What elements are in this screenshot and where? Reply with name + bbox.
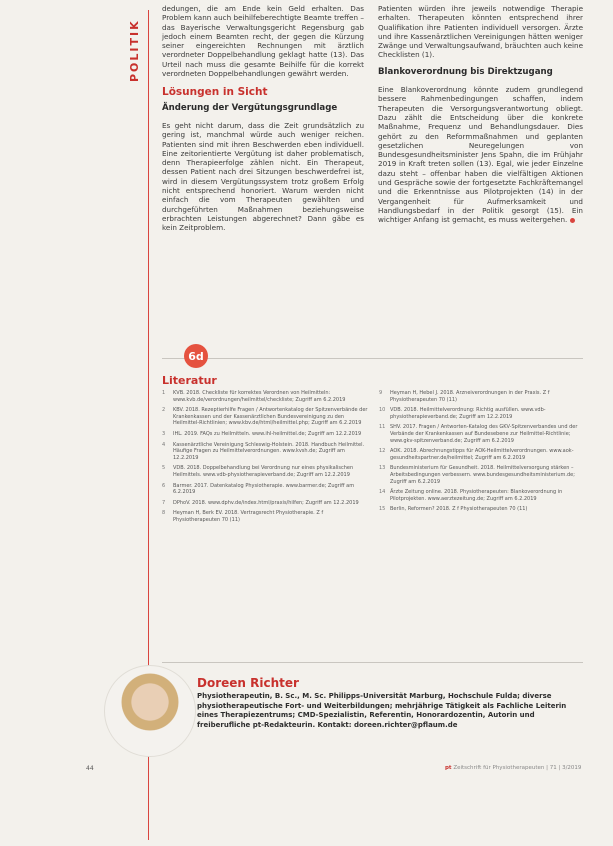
- reference-text: Heyman H, Berk EV. 2018. Vertragsrecht Physiotherapie. Z f Physiotherapeuten 70 (11): [173, 510, 324, 523]
- end-of-article-icon: [570, 218, 575, 223]
- reference-number: 6: [162, 482, 166, 489]
- reference-text: Barmer. 2017. Datenkatalog Physiotherapie. www.barmer.de; Zugriff am 6.2.2019: [173, 482, 355, 496]
- reference-number: 5: [162, 465, 166, 472]
- article-paragraph: Patienten würden ihre jeweils notwendige Therapie erhalten. Therapeuten könnten entsprechend ihrer Qualifikation ihre Patienten individuell versorgen. Ärzte und ihre Kassenärztlichen Vereinigungen hätten weniger Zwänge und Verwaltungsaufwand, bräuchten auch keine Checklisten (1).: [378, 4, 583, 60]
- literature-title: Literatur: [162, 374, 217, 387]
- reference-item: [379, 506, 584, 513]
- reference-text: Ärzte Zeitung online. 2018. Physiotherapeuten: Blankoverordnung in Pilotprojekten. www.aerztezeitung.de; Zugriff am 6.2.2019: [390, 489, 563, 502]
- journal-name: Zeitschrift für Physiotherapeuten | 71 | 3/2019: [453, 765, 582, 771]
- reference-number: 9: [379, 390, 383, 396]
- reference-number: 7: [162, 499, 166, 506]
- reference-number: 15: [379, 506, 386, 513]
- article-paragraph-text: Eine Blankoverordnung könnte zudem grundlegend bessere Rahmenbedingungen schaffen, indem Therapeuten die Versorgungsverantwortung obliegt. Dazu zählt die Entscheidung über die konkrete Maßnahme, Frequenz und Behandlungsdauer. Dies gehört zu den Reformmaßnahmen und geplanten gesetzlichen Neuregelungen von Bundesgesundheitsminister Jens Spahn, die im Frühjahr 2019 in Kraft treten sollen (13). Egal, wie jeder Einzelne dazu steht – offenbar haben die vielfältigen Aktionen und Gespräche sowie der fortgesetzte Fachkräftemangel und die Erkenntnisse aus Pilotprojekten (14) in der Vergangenheit für Aufmerksamkeit und Handlungsbedarf in der Politik gesorgt (15). Ein wichtiger Anfang ist gemacht, es muss weitergehen.: [378, 85, 583, 225]
- article-paragraph: [378, 85, 583, 224]
- reference-text: VDB. 2018. Doppelbehandlung bei Verordnung nur eines physikalischen Heilmittels. www.vdb-physiotherapieverband.de; Zugriff am 12.2.2019: [173, 465, 354, 478]
- reference-text: Heyman H, Hebel J. 2018. Arzneiverordnungen in der Praxis. Z f Physiotherapeuten 70 (11): [390, 390, 550, 403]
- reference-item: [162, 500, 370, 507]
- article-column-left: [162, 4, 364, 239]
- reference-text: Berlin, Reformen? 2018. Z f Physiotherapeuten 70 (11): [390, 506, 528, 513]
- reference-text: Kassenärztliche Vereinigung Schleswig-Holstein. 2018. Handbuch Heilmittel. Häufige Fragen zu Heilmittelverordnungen. www.kvsh.de; Zugriff am 12.2.2019: [173, 441, 365, 461]
- journal-footer: [445, 765, 581, 771]
- reference-item: [379, 448, 584, 461]
- section-heading: Lösungen in Sicht: [162, 86, 268, 99]
- subheading: Blankoverordnung bis Direktzugang: [378, 66, 553, 77]
- reference-text: DPhoV. 2018. www.dphv.de/index.html/praxis/hilfen; Zugriff am 12.2.2019: [173, 499, 359, 506]
- reference-number: 2: [162, 407, 166, 414]
- author-bio: Physiotherapeutin, B. Sc., M. Sc. Philipps-Universität Marburg, Hochschule Fulda; diverse physiotherapeutische Fort- und Weiterbildungen; mehrjährige Tätigkeit als Fachliche Leiterin eines Therapiezentrums; CMD-Spezialistin, Referentin, Honorardozentin, Autorin und freiberufliche pt-Redakteurin. Kontakt: doreen.richter@pflaum.de: [197, 692, 567, 729]
- reference-item: [162, 390, 370, 403]
- reference-number: 13: [379, 465, 386, 472]
- page-number: 44: [86, 765, 94, 772]
- reference-text: KBV. 2018. Rezeptierhilfe Fragen / Antwortenkatalog der Spitzenverbände der Krankenkassen und der Kassenärztlichen Bundesvereinigung zu den Heilmittel-Richtlinien; www.kbv.de/html/heilmittel.php; Zugriff am 6.2.2019: [173, 407, 368, 427]
- reference-list-left: [162, 390, 370, 528]
- reference-text: Bundesministerium für Gesundheit. 2018. Heilmittelversorgung stärken – Arbeitsbedingungen verbessern. www.bundesgesundheitsministerium.de; Zugriff am 6.2.2019: [390, 465, 575, 485]
- reference-number: 11: [379, 424, 386, 431]
- subheading: Änderung der Vergütungsgrundlage: [162, 102, 338, 113]
- reference-item: [162, 431, 370, 438]
- article-paragraph: dedungen, die am Ende kein Geld erhalten. Das Problem kann auch beihilfeberechtigte Beamte treffen – das Bayerische Verwaltungsgericht Regensburg gab jedoch einem Beamten recht, der gegen die Kürzung seiner eingereichten Rechnungen mit ärztlich verordneter Doppelbehandlung geklagt hatte (13). Das Urteil nach muss die gesamte Beihilfe für die korrekt verordneten Doppelbehandlungen gewährt werden.: [162, 4, 364, 79]
- author-avatar: [104, 665, 196, 757]
- reference-text: KVB. 2018. Checkliste für korrektes Verordnen von Heilmitteln: www.kvb.de/verordnungen/heilmittel/checkliste; Zugriff am 6.2.2019: [173, 390, 346, 403]
- reference-text: AOK. 2018. Abrechnungstipps für AOK-Heilmittelverordnungen. www.aok-gesundheitspartner.de/heilmittel; Zugriff am 6.2.2019: [390, 448, 574, 461]
- reference-item: [162, 442, 370, 462]
- author-name: Doreen Richter: [197, 676, 299, 690]
- reference-text: VDB. 2018. Heilmittelverordnung: Richtig ausfüllen. www.vdb-physiotherapieverband.de; Zugriff am 12.2.2019: [390, 407, 546, 420]
- reference-item: [379, 390, 584, 403]
- reference-item: [379, 489, 584, 502]
- article-column-right: [378, 4, 583, 231]
- reference-item: [379, 465, 584, 485]
- reference-item: [379, 407, 584, 420]
- journal-logo: pt: [445, 765, 452, 771]
- pt-logo-icon: 6d: [184, 344, 208, 368]
- reference-number: 10: [379, 407, 386, 414]
- reference-number: 4: [162, 441, 166, 448]
- reference-item: [162, 510, 370, 523]
- reference-number: 1: [162, 390, 166, 396]
- literature-divider: [162, 358, 583, 359]
- article-paragraph: Es geht nicht darum, dass die Zeit grundsätzlich zu gering ist, manchmal würde auch weniger reichen. Patienten sind mit ihren Beschwerden eben individuell. Eine zeitorientierte Vergütung ist daher problematisch, denn Therapieerfolge zählen nicht. Ein Therapeut, dessen Patient nach drei Sitzungen beschwerdefrei ist, wird in diesem Vergütungssystem trotz großem Erfolg nicht entsprechend honoriert. Warum werden nicht einfach die vom Therapeuten gewählten und durchgeführten Maßnahmen beziehungsweise erbrachten Leistungen abgerechnet? Dann gäbe es kein Zeitproblem.: [162, 120, 364, 233]
- author-divider: [162, 662, 583, 663]
- reference-text: IHL. 2019. FAQs zu Heilmitteln. www.ihl-heilmittel.de; Zugriff am 12.2.2019: [173, 430, 362, 437]
- reference-item: [162, 483, 370, 496]
- reference-item: [379, 424, 584, 444]
- reference-item: [162, 407, 370, 427]
- reference-number: 14: [379, 489, 386, 496]
- reference-item: [162, 465, 370, 478]
- reference-number: 3: [162, 430, 166, 437]
- reference-list-right: [379, 390, 584, 517]
- reference-number: 8: [162, 510, 166, 517]
- reference-number: 12: [379, 448, 386, 455]
- section-label: POLITIK: [128, 19, 141, 82]
- reference-text: SHV. 2017. Fragen / Antworten-Katalog des GKV-Spitzenverbandes und der Verbände der Krankenkassen auf Bundesebene zur Heilmittel-Richtlinie; www.gkv-spitzenverband.de; Zugriff am 6.2.2019: [390, 424, 578, 444]
